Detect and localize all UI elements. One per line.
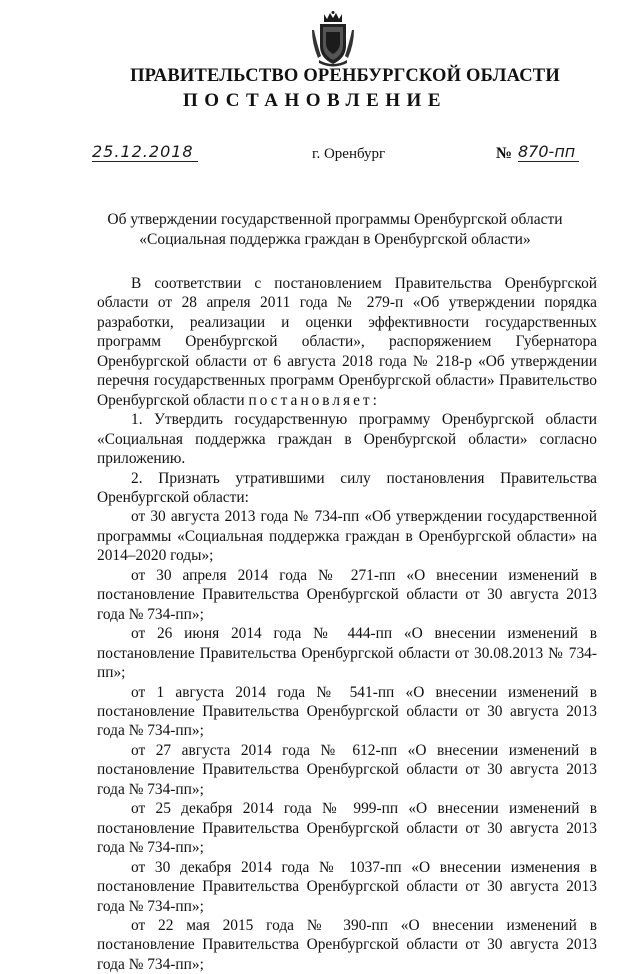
repealed-item: от 1 августа 2014 года № 541-пп «О внесении изменений в постановление Правительства Оренбургской области от 30 августа 2013 года № 734-пп»;: [97, 683, 597, 740]
coat-of-arms-icon: [311, 10, 355, 68]
repealed-item: от 26 июня 2014 года № 444-пп «О внесении изменений в постановление Правительства Оренбургской области от 30.08.2013 № 734-пп»;: [97, 625, 597, 682]
document-date: 25.12.2018: [92, 143, 198, 162]
repealed-item: от 30 августа 2013 года № 734-пп «Об утверждении государственной программы «Социальная поддержка граждан в Оренбургской области» на 2014–2020 годы»;: [97, 508, 597, 565]
subject-line-1: Об утверждении государственной программы Оренбургской области: [107, 211, 563, 228]
preamble-paragraph: [97, 274, 597, 410]
subject-line-2: «Социальная поддержка граждан в Оренбургской области»: [139, 231, 531, 248]
document-city: г. Оренбург: [312, 146, 386, 162]
document-subject: [100, 210, 570, 250]
government-title: ПРАВИТЕЛЬСТВО ОРЕНБУРГСКОЙ ОБЛАСТИ: [130, 66, 560, 86]
repealed-item: от 30 декабря 2014 года № 1037-пп «О внесении изменения в постановление Правительства Оренбургской области от 30 августа 2013 года № 734-пп»;: [97, 858, 597, 915]
repealed-item: от 22 мая 2015 года № 390-пп «О внесении изменений в постановление Правительства Оренбургской области от 30 августа 2013 года № 734-пп»;: [97, 916, 597, 973]
document-number: 870-пп: [518, 143, 579, 162]
number-sign: №: [496, 145, 513, 162]
document-kind: ПОСТАНОВЛЕНИЕ: [182, 90, 448, 111]
document-body: [97, 274, 597, 974]
repealed-item: от 27 августа 2014 года № 612-пп «О внесении изменений в постановление Правительства Оренбургской области от 30 августа 2013 года № 734-пп»;: [97, 741, 597, 798]
repealed-item: от 30 апреля 2014 года № 271-пп «О внесении изменений в постановление Правительства Оренбургской области от 30 августа 2013 года № 734-пп»;: [97, 566, 597, 623]
clause-2: 2. Признать утратившими силу постановления Правительства Оренбургской области:: [97, 469, 597, 506]
clause-1: 1. Утвердить государственную программу Оренбургской области «Социальная поддержка граждан в Оренбургской области» согласно приложению.: [97, 411, 597, 468]
decree-verb: постановляет:: [248, 391, 380, 409]
repealed-item: от 25 декабря 2014 года № 999-пп «О внесении изменений в постановление Правительства Оренбургской области от 30 августа 2013 года № 734-пп»;: [97, 800, 597, 857]
preamble-text: В соответствии с постановлением Правительства Оренбургской области от 28 апреля 2011 года № 279-п «Об утверждении порядка разработки, реализации и оценки эффективности государственных программ Оренбургской области», распоряжением Губернатора Оренбургской области от 6 августа 2018 года № 218-р «Об утверждении перечня государственных программ Оренбургской области» Правительство Оренбургской области: [97, 275, 597, 409]
